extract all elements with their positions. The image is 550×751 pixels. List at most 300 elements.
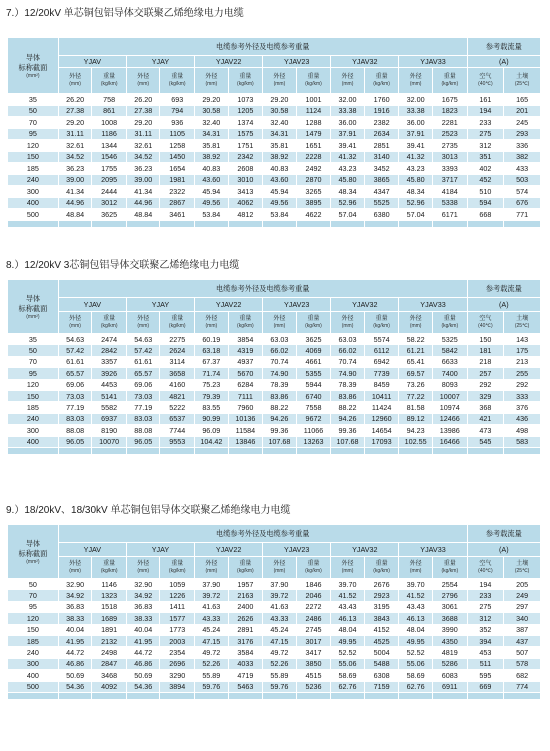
value-cell: 4033	[228, 658, 263, 669]
value-cell: 5286	[432, 658, 467, 669]
value-cell: 90.99	[195, 413, 229, 424]
table-row	[8, 590, 541, 601]
footer-cell	[467, 447, 504, 454]
value-cell: 1105	[160, 128, 195, 140]
weight-header-label: 重量	[443, 74, 456, 80]
value-cell: 57.42	[126, 345, 160, 356]
value-cell: 275	[467, 601, 504, 612]
value-cell: 96.05	[58, 436, 92, 447]
value-cell: 5222	[160, 402, 195, 413]
value-cell: 2626	[228, 613, 263, 624]
value-cell: 29.20	[263, 94, 297, 106]
value-cell: 96.09	[195, 425, 229, 436]
value-cell: 41.95	[58, 635, 92, 646]
value-cell: 27.38	[58, 105, 92, 117]
footer-cell	[399, 220, 433, 227]
value-cell: 758	[92, 94, 127, 106]
cross-section-cell: 400	[8, 436, 59, 447]
cable-type-header: YJAV23	[263, 56, 331, 68]
value-cell: 58.69	[331, 670, 365, 681]
value-cell: 1575	[228, 128, 263, 140]
value-cell: 5670	[228, 368, 263, 379]
table-row	[8, 163, 541, 175]
table-row	[8, 117, 541, 129]
weight-header-label: 重量	[443, 561, 456, 567]
value-cell: 35.81	[195, 140, 229, 152]
value-cell: 52.96	[399, 197, 433, 209]
value-cell: 10007	[432, 390, 467, 401]
value-cell: 13263	[296, 436, 331, 447]
value-cell: 3290	[160, 670, 195, 681]
value-cell: 2382	[364, 117, 399, 129]
cross-section-cell: 95	[8, 128, 59, 140]
value-cell: 3584	[228, 647, 263, 658]
outer-diameter-header-label: 外径	[273, 74, 286, 80]
soil-current-header-unit: (25℃)	[514, 568, 530, 574]
outer-diameter-header-label: 外径	[341, 74, 354, 80]
value-cell: 2228	[296, 151, 331, 163]
weight-header-label: 重量	[307, 561, 320, 567]
weight-header-label: 重量	[307, 74, 320, 80]
outer-diameter-header-unit: (mm)	[69, 323, 81, 329]
outer-diameter-header-label: 外径	[69, 561, 82, 567]
outer-diameter-header	[331, 312, 365, 334]
value-cell: 3114	[160, 356, 195, 367]
value-cell: 394	[467, 635, 504, 646]
value-cell: 545	[467, 436, 504, 447]
weight-header-unit: (kg/km)	[237, 323, 254, 329]
table-row	[8, 579, 541, 590]
value-cell: 292	[504, 379, 541, 390]
value-cell: 83.55	[195, 402, 229, 413]
value-cell: 2492	[296, 163, 331, 175]
value-cell: 73.03	[58, 390, 92, 401]
weight-header	[160, 312, 195, 334]
table-row	[8, 635, 541, 646]
value-cell: 2272	[296, 601, 331, 612]
value-cell: 9553	[160, 436, 195, 447]
footer-cell	[58, 692, 92, 699]
cable-spec-table	[7, 524, 541, 700]
soil-current-header	[504, 68, 541, 94]
value-cell: 794	[160, 105, 195, 117]
value-cell: 83.86	[331, 390, 365, 401]
value-cell: 1226	[160, 590, 195, 601]
outer-diameter-header	[126, 68, 160, 94]
value-cell: 11584	[228, 425, 263, 436]
value-cell: 1891	[92, 624, 127, 635]
value-cell: 6740	[296, 390, 331, 401]
value-cell: 5488	[364, 658, 399, 669]
value-cell: 75.23	[195, 379, 229, 390]
table-row	[8, 681, 541, 692]
value-cell: 94.23	[399, 425, 433, 436]
diameter-weight-header: 电缆参考外径及电缆参考重量	[58, 280, 467, 298]
air-current-header	[467, 68, 504, 94]
weight-header-unit: (kg/km)	[373, 568, 390, 574]
table-footer	[8, 447, 541, 454]
value-cell: 88.22	[263, 402, 297, 413]
value-cell: 3017	[296, 635, 331, 646]
footer-cell	[92, 447, 127, 454]
cross-section-cell: 400	[8, 670, 59, 681]
current-rating-header	[467, 525, 540, 543]
cable-type-header: YJAV22	[195, 298, 263, 312]
value-cell: 5944	[296, 379, 331, 390]
value-cell: 4812	[228, 209, 263, 221]
value-cell: 578	[504, 658, 541, 669]
value-cell: 3452	[364, 163, 399, 175]
outer-diameter-header	[263, 312, 297, 334]
cross-section-cell: 70	[8, 356, 59, 367]
footer-cell	[228, 447, 263, 454]
value-cell: 9672	[296, 413, 331, 424]
cross-section-cell: 300	[8, 658, 59, 669]
value-cell: 2444	[92, 186, 127, 198]
outer-diameter-header-unit: (mm)	[205, 568, 218, 574]
footer-cell	[467, 692, 504, 699]
value-cell: 7400	[432, 368, 467, 379]
current-rating-header	[467, 280, 540, 298]
value-cell: 74.90	[331, 368, 365, 379]
air-current-header	[467, 312, 504, 334]
value-cell: 1689	[92, 613, 127, 624]
current-unit: (A)	[467, 298, 540, 312]
value-cell: 2003	[160, 635, 195, 646]
footer-cell	[58, 220, 92, 227]
value-cell: 6537	[160, 413, 195, 424]
value-cell: 17093	[364, 436, 399, 447]
value-cell: 2275	[160, 334, 195, 345]
air-current-header-unit: (40℃)	[478, 568, 493, 574]
value-cell: 57.04	[399, 209, 433, 221]
value-cell: 41.32	[399, 151, 433, 163]
value-cell: 245	[504, 117, 541, 129]
value-cell: 46.86	[126, 658, 160, 669]
value-cell: 26.20	[58, 94, 92, 106]
value-cell: 3865	[364, 174, 399, 186]
cable-type-header: YJAV33	[399, 543, 467, 557]
weight-header	[296, 557, 331, 579]
value-cell: 165	[504, 94, 541, 106]
table-row	[8, 334, 541, 345]
value-cell: 32.90	[126, 579, 160, 590]
header-row	[8, 525, 541, 543]
value-cell: 312	[467, 613, 504, 624]
table-row	[8, 647, 541, 658]
weight-header-unit: (kg/km)	[237, 568, 254, 574]
cross-section-cell: 185	[8, 402, 59, 413]
cross-section-cell: 70	[8, 117, 59, 129]
cross-section-cell: 120	[8, 613, 59, 624]
value-cell: 421	[467, 413, 504, 424]
cable-type-header: YJAY	[126, 543, 194, 557]
value-cell: 61.61	[58, 356, 92, 367]
value-cell: 936	[160, 117, 195, 129]
weight-header	[228, 68, 263, 94]
value-cell: 45.80	[399, 174, 433, 186]
weight-header	[160, 557, 195, 579]
value-cell: 1288	[296, 117, 331, 129]
value-cell: 3990	[432, 624, 467, 635]
footer-cell	[126, 447, 160, 454]
value-cell: 2847	[92, 658, 127, 669]
cross-section-cell: 35	[8, 334, 59, 345]
cross-section-cell: 185	[8, 635, 59, 646]
value-cell: 69.57	[399, 368, 433, 379]
value-cell: 5525	[364, 197, 399, 209]
weight-header-label: 重量	[103, 316, 116, 322]
value-cell: 218	[467, 356, 504, 367]
value-cell: 3850	[296, 658, 331, 669]
value-cell: 52.52	[399, 647, 433, 658]
value-cell: 436	[504, 413, 541, 424]
value-cell: 4160	[160, 379, 195, 390]
value-cell: 37.91	[399, 128, 433, 140]
value-cell: 69.06	[126, 379, 160, 390]
value-cell: 3625	[92, 209, 127, 221]
value-cell: 5842	[432, 345, 467, 356]
value-cell: 7111	[228, 390, 263, 401]
value-cell: 5582	[92, 402, 127, 413]
value-cell: 44.72	[58, 647, 92, 658]
value-cell: 1546	[92, 151, 127, 163]
header-row	[8, 68, 541, 94]
value-cell: 104.42	[195, 436, 229, 447]
value-cell: 257	[467, 368, 504, 379]
value-cell: 52.52	[331, 647, 365, 658]
value-cell: 38.92	[195, 151, 229, 163]
footer-cell	[126, 220, 160, 227]
footer-cell	[432, 692, 467, 699]
value-cell: 473	[467, 425, 504, 436]
value-cell: 340	[504, 613, 541, 624]
value-cell: 36.23	[126, 163, 160, 175]
weight-header-unit: (kg/km)	[168, 81, 186, 87]
value-cell: 78.39	[263, 379, 297, 390]
header-row	[8, 557, 541, 579]
weight-header	[92, 68, 127, 94]
value-cell: 47.15	[263, 635, 297, 646]
size-column-label: 导体	[25, 293, 41, 303]
value-cell: 31.11	[58, 128, 92, 140]
footer-cell	[195, 220, 229, 227]
value-cell: 2867	[160, 197, 195, 209]
cable-spec-table	[7, 37, 541, 228]
outer-diameter-header-unit: (mm)	[205, 323, 218, 329]
value-cell: 3012	[92, 197, 127, 209]
value-cell: 511	[467, 658, 504, 669]
current-unit: (A)	[467, 56, 540, 68]
diameter-weight-header: 电缆参考外径及电缆参考重量	[58, 38, 467, 56]
value-cell: 54.36	[126, 681, 160, 692]
outer-diameter-header	[399, 68, 433, 94]
value-cell: 48.34	[331, 186, 365, 198]
cross-section-cell: 35	[8, 94, 59, 106]
value-cell: 94.26	[331, 413, 365, 424]
outer-diameter-header-label: 外径	[341, 316, 354, 322]
value-cell: 36.83	[58, 601, 92, 612]
value-cell: 41.63	[195, 601, 229, 612]
value-cell: 437	[504, 635, 541, 646]
value-cell: 55.89	[263, 670, 297, 681]
outer-diameter-header	[126, 557, 160, 579]
cross-section-cell: 95	[8, 368, 59, 379]
value-cell: 13986	[432, 425, 467, 436]
weight-header-label: 重量	[307, 316, 320, 322]
value-cell: 10136	[228, 413, 263, 424]
value-cell: 34.92	[126, 590, 160, 601]
value-cell: 8459	[364, 379, 399, 390]
cable-type-header: YJAV	[58, 543, 126, 557]
value-cell: 36.00	[399, 117, 433, 129]
table-row	[8, 128, 541, 140]
value-cell: 6911	[432, 681, 467, 692]
table-row	[8, 151, 541, 163]
weight-header-unit: (kg/km)	[100, 81, 118, 87]
value-cell: 2696	[160, 658, 195, 669]
value-cell: 32.00	[331, 94, 365, 106]
value-cell: 27.38	[126, 105, 160, 117]
value-cell: 63.18	[195, 345, 229, 356]
value-cell: 4069	[296, 345, 331, 356]
footer-cell	[399, 692, 433, 699]
footer-cell	[432, 220, 467, 227]
outer-diameter-header-label: 外径	[409, 74, 422, 80]
value-cell: 65.57	[126, 368, 160, 379]
value-cell: 4350	[432, 635, 467, 646]
value-cell: 31.11	[126, 128, 160, 140]
weight-header	[160, 68, 195, 94]
value-cell: 54.36	[58, 681, 92, 692]
weight-header-label: 重量	[103, 561, 116, 567]
value-cell: 61.21	[399, 345, 433, 356]
value-cell: 26.20	[126, 94, 160, 106]
footer-cell	[296, 692, 331, 699]
size-column-label: (mm²)	[26, 558, 40, 565]
value-cell: 78.39	[331, 379, 365, 390]
size-column-label: 标称截面	[18, 303, 48, 313]
value-cell: 49.72	[195, 647, 229, 658]
value-cell: 7739	[364, 368, 399, 379]
value-cell: 65.57	[58, 368, 92, 379]
value-cell: 2132	[92, 635, 127, 646]
value-cell: 1374	[228, 117, 263, 129]
weight-header-unit: (kg/km)	[373, 323, 390, 329]
value-cell: 36.00	[331, 117, 365, 129]
value-cell: 1760	[364, 94, 399, 106]
diameter-weight-header: 电缆参考外径及电缆参考重量	[58, 525, 467, 543]
outer-diameter-header-unit: (mm)	[341, 323, 354, 329]
footer-cell	[331, 692, 365, 699]
value-cell: 2842	[92, 345, 127, 356]
value-cell: 33.38	[399, 105, 433, 117]
weight-header	[432, 312, 467, 334]
value-cell: 48.04	[331, 624, 365, 635]
value-cell: 40.83	[263, 163, 297, 175]
value-cell: 107.68	[331, 436, 365, 447]
value-cell: 54.63	[58, 334, 92, 345]
value-cell: 39.70	[331, 579, 365, 590]
value-cell: 6112	[364, 345, 399, 356]
value-cell: 32.00	[399, 94, 433, 106]
value-cell: 41.32	[331, 151, 365, 163]
value-cell: 693	[160, 94, 195, 106]
value-cell: 1479	[296, 128, 331, 140]
value-cell: 13846	[228, 436, 263, 447]
table-row	[8, 105, 541, 117]
value-cell: 30.58	[263, 105, 297, 117]
footer-cell	[160, 447, 195, 454]
outer-diameter-header-unit: (mm)	[341, 81, 354, 87]
size-column-header	[8, 525, 59, 579]
outer-diameter-header-label: 外径	[409, 316, 422, 322]
value-cell: 5463	[228, 681, 263, 692]
value-cell: 503	[504, 174, 541, 186]
outer-diameter-header-label: 外径	[273, 316, 286, 322]
size-column-label: (mm²)	[26, 72, 40, 79]
outer-diameter-header	[58, 557, 92, 579]
weight-header	[364, 312, 399, 334]
footer-cell	[296, 447, 331, 454]
value-cell: 71.74	[195, 368, 229, 379]
outer-diameter-header-unit: (mm)	[137, 323, 150, 329]
cross-section-cell: 240	[8, 647, 59, 658]
value-cell: 2046	[296, 590, 331, 601]
value-cell: 352	[467, 624, 504, 635]
value-cell: 3140	[364, 151, 399, 163]
weight-header-unit: (kg/km)	[441, 323, 459, 329]
value-cell: 43.43	[331, 601, 365, 612]
outer-diameter-header-unit: (mm)	[69, 81, 81, 87]
outer-diameter-header-label: 外径	[409, 561, 422, 567]
weight-header-label: 重量	[103, 74, 116, 80]
value-cell: 35.81	[263, 140, 297, 152]
value-cell: 43.60	[263, 174, 297, 186]
cross-section-cell: 50	[8, 579, 59, 590]
outer-diameter-header-label: 外径	[273, 561, 286, 567]
outer-diameter-header-unit: (mm)	[205, 81, 218, 87]
weight-header	[296, 312, 331, 334]
outer-diameter-header-unit: (mm)	[273, 323, 286, 329]
table-row	[8, 174, 541, 186]
value-cell: 48.84	[58, 209, 92, 221]
footer-cell	[160, 692, 195, 699]
outer-diameter-header-unit: (mm)	[137, 568, 150, 574]
value-cell: 2474	[92, 334, 127, 345]
value-cell: 376	[504, 402, 541, 413]
weight-header	[364, 68, 399, 94]
weight-header-label: 重量	[375, 316, 388, 322]
value-cell: 583	[504, 436, 541, 447]
footer-cell	[331, 447, 365, 454]
current-rating-label: 参考载流量	[485, 528, 522, 538]
value-cell: 12466	[432, 413, 467, 424]
value-cell: 49.56	[195, 197, 229, 209]
weight-header-unit: (kg/km)	[441, 568, 459, 574]
size-column-label: (mm²)	[26, 313, 40, 320]
value-cell: 29.20	[58, 117, 92, 129]
air-current-header	[467, 557, 504, 579]
value-cell: 143	[504, 334, 541, 345]
value-cell: 4319	[228, 345, 263, 356]
value-cell: 498	[504, 425, 541, 436]
value-cell: 1577	[160, 613, 195, 624]
value-cell: 6942	[364, 356, 399, 367]
value-cell: 8093	[432, 379, 467, 390]
value-cell: 5574	[364, 334, 399, 345]
section-title: 7.）12/20kV 单芯铜包铝导体交联聚乙烯绝缘电力电缆	[6, 8, 244, 19]
